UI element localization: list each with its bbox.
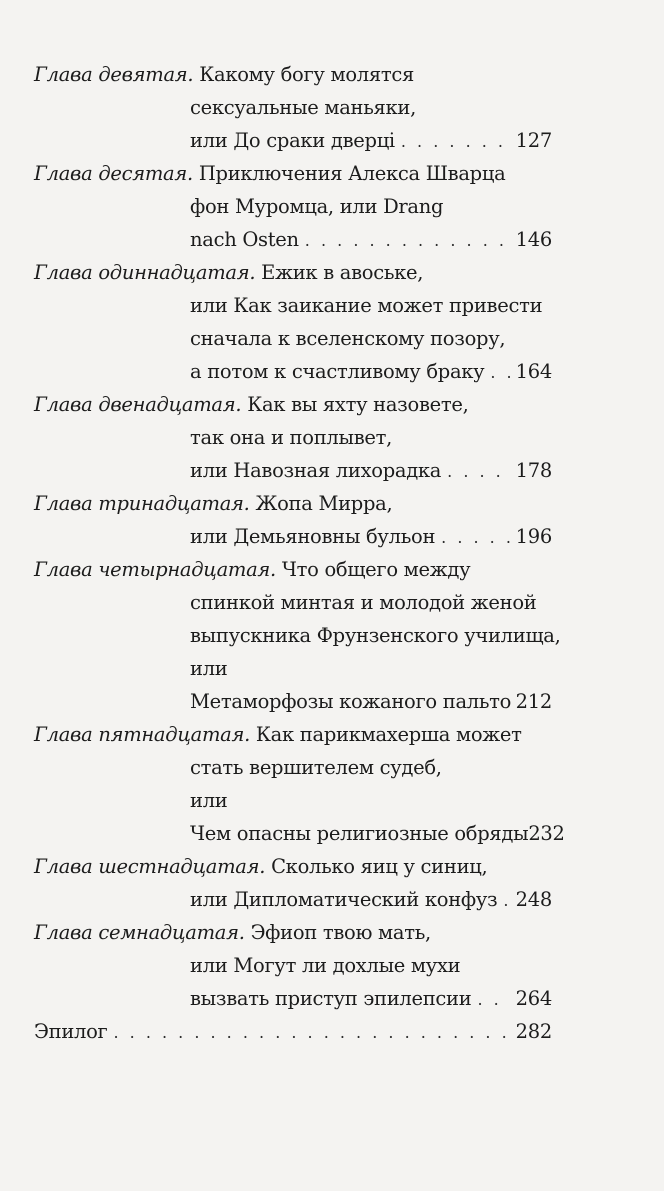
toc-entry-last-line [34,124,552,157]
chapter-label: Глава одиннадцатая [34,261,250,284]
chapter-title-line: а потом к счастливому браку [190,360,485,383]
chapter-label-period: . [187,162,199,185]
dot-leader [401,125,510,158]
chapter-title-line: так она и поплывет, [190,426,393,449]
chapter-title-line: или Навозная лихорадка [190,459,442,482]
toc-entry-last-line [34,520,552,553]
page-number: 196 [515,525,552,548]
chapter-title-line: или [190,657,228,680]
chapter-label-period: . [238,921,251,944]
dot-leader [477,983,509,1016]
chapter-title-line: Что общего между [281,558,471,581]
chapter-title-continuation [34,949,552,982]
toc-entry-last-line [34,685,552,718]
toc-entry-last-line [34,883,552,916]
chapter-label-period: . [187,63,200,86]
chapter-label: Глава двенадцатая [34,393,236,416]
chapter-title-line: сначала к вселенскому позору, [190,327,506,350]
toc-entry-last-line [34,223,552,256]
chapter-title-line: или [190,789,228,812]
chapter-label-period: . [244,723,256,746]
chapter-label: Глава четырнадцатая [34,558,271,581]
chapter-title-line: спинкой минтая и молодой женой [190,591,537,614]
chapter-label: Глава пятнадцатая [34,723,245,746]
dot-leader [441,521,510,554]
toc-entry-first-line [34,388,552,421]
chapter-label: Глава девятая [34,63,188,86]
chapter-label-period: . [235,393,248,416]
chapter-label: Глава десятая [34,162,187,185]
chapter-title-continuation [34,91,552,124]
chapter-title-continuation [34,652,552,685]
page-number: 232 [528,822,565,845]
page-number: 127 [515,129,552,152]
chapter-title-line: Чем опасны религиозные обряды [190,822,529,845]
toc-entry-last-line [34,355,552,388]
chapter-label-period: . [243,492,256,515]
chapter-title-line: или Могут ли дохлые мухи [190,954,461,977]
chapter-title-line: nach Osten [190,228,299,251]
toc-entry-first-line [34,256,552,289]
chapter-title-line: выпускника Фрунзенского училища, [190,624,561,647]
chapter-title-continuation [34,784,552,817]
dot-leader [503,884,509,917]
page-number: 212 [515,690,552,713]
chapter-title-line: Приключения Алекса Шварца [198,162,506,185]
chapter-title-continuation [34,586,552,619]
chapter-title-continuation [34,322,552,355]
chapter-title-continuation [34,619,561,652]
toc-entry-first-line [34,58,552,91]
dot-leader [305,224,510,257]
chapter-label-period: . [270,558,282,581]
chapter-title-line: Как вы яхту назовете, [247,393,469,416]
toc-entry-first-line [34,157,552,190]
chapter-label: Глава тринадцатая [34,492,244,515]
chapter-title-continuation [34,190,552,223]
toc-entry-last-line [34,454,552,487]
chapter-title-line: или Демьяновны бульон [190,525,436,548]
chapter-title-line: сексуальные маньяки, [190,96,417,119]
dot-leader [447,455,510,488]
chapter-label-period: . [259,855,272,878]
table-of-contents [34,58,565,1048]
dot-leader [490,356,509,389]
chapter-title-line: или Как заикание может привести [190,294,543,317]
chapter-label-period: . [249,261,262,284]
chapter-title-line: Как парикмахерша может [255,723,522,746]
chapter-title-continuation [34,289,552,322]
chapter-label: Глава семнадцатая [34,921,239,944]
toc-entry-first-line [34,850,552,883]
chapter-title-line: или Дипломатический конфуз [190,888,498,911]
chapter-title-line: вызвать приступ эпилепсии [190,987,472,1010]
chapter-title-line: или До сраки дверці [190,129,395,152]
chapter-label: Глава шестнадцатая [34,855,260,878]
chapter-title-line: Какому богу молятся [199,63,414,86]
epilogue-label: Эпилог [34,1020,108,1043]
chapter-title-line: Жопа Мирра, [255,492,393,515]
toc-entry-first-line [34,487,552,520]
toc-entry-first-line [34,718,552,751]
page-number: 264 [515,987,552,1010]
chapter-title-line: Метаморфозы кожаного пальто [190,690,512,713]
chapter-title-line: фон Муромца, или Drang [190,195,444,218]
page-number: 146 [515,228,552,251]
page-number: 164 [515,360,552,383]
page-number: 282 [515,1020,552,1043]
chapter-title-line: Эфиоп твою мать, [250,921,431,944]
toc-entry-last-line [34,982,552,1015]
chapter-title-line: Сколько яиц у синиц, [271,855,488,878]
toc-entry-first-line [34,553,552,586]
toc-entry-last-line [34,817,565,850]
chapter-title-continuation [34,751,552,784]
page-number: 178 [515,459,552,482]
dot-leader [113,1016,509,1049]
chapter-title-line: стать вершителем судеб, [190,756,442,779]
chapter-title-line: Ежик в авоське, [261,261,424,284]
toc-entry-first-line [34,916,552,949]
page-number: 248 [515,888,552,911]
chapter-title-continuation [34,421,552,454]
toc-entry-epilogue [34,1015,552,1048]
